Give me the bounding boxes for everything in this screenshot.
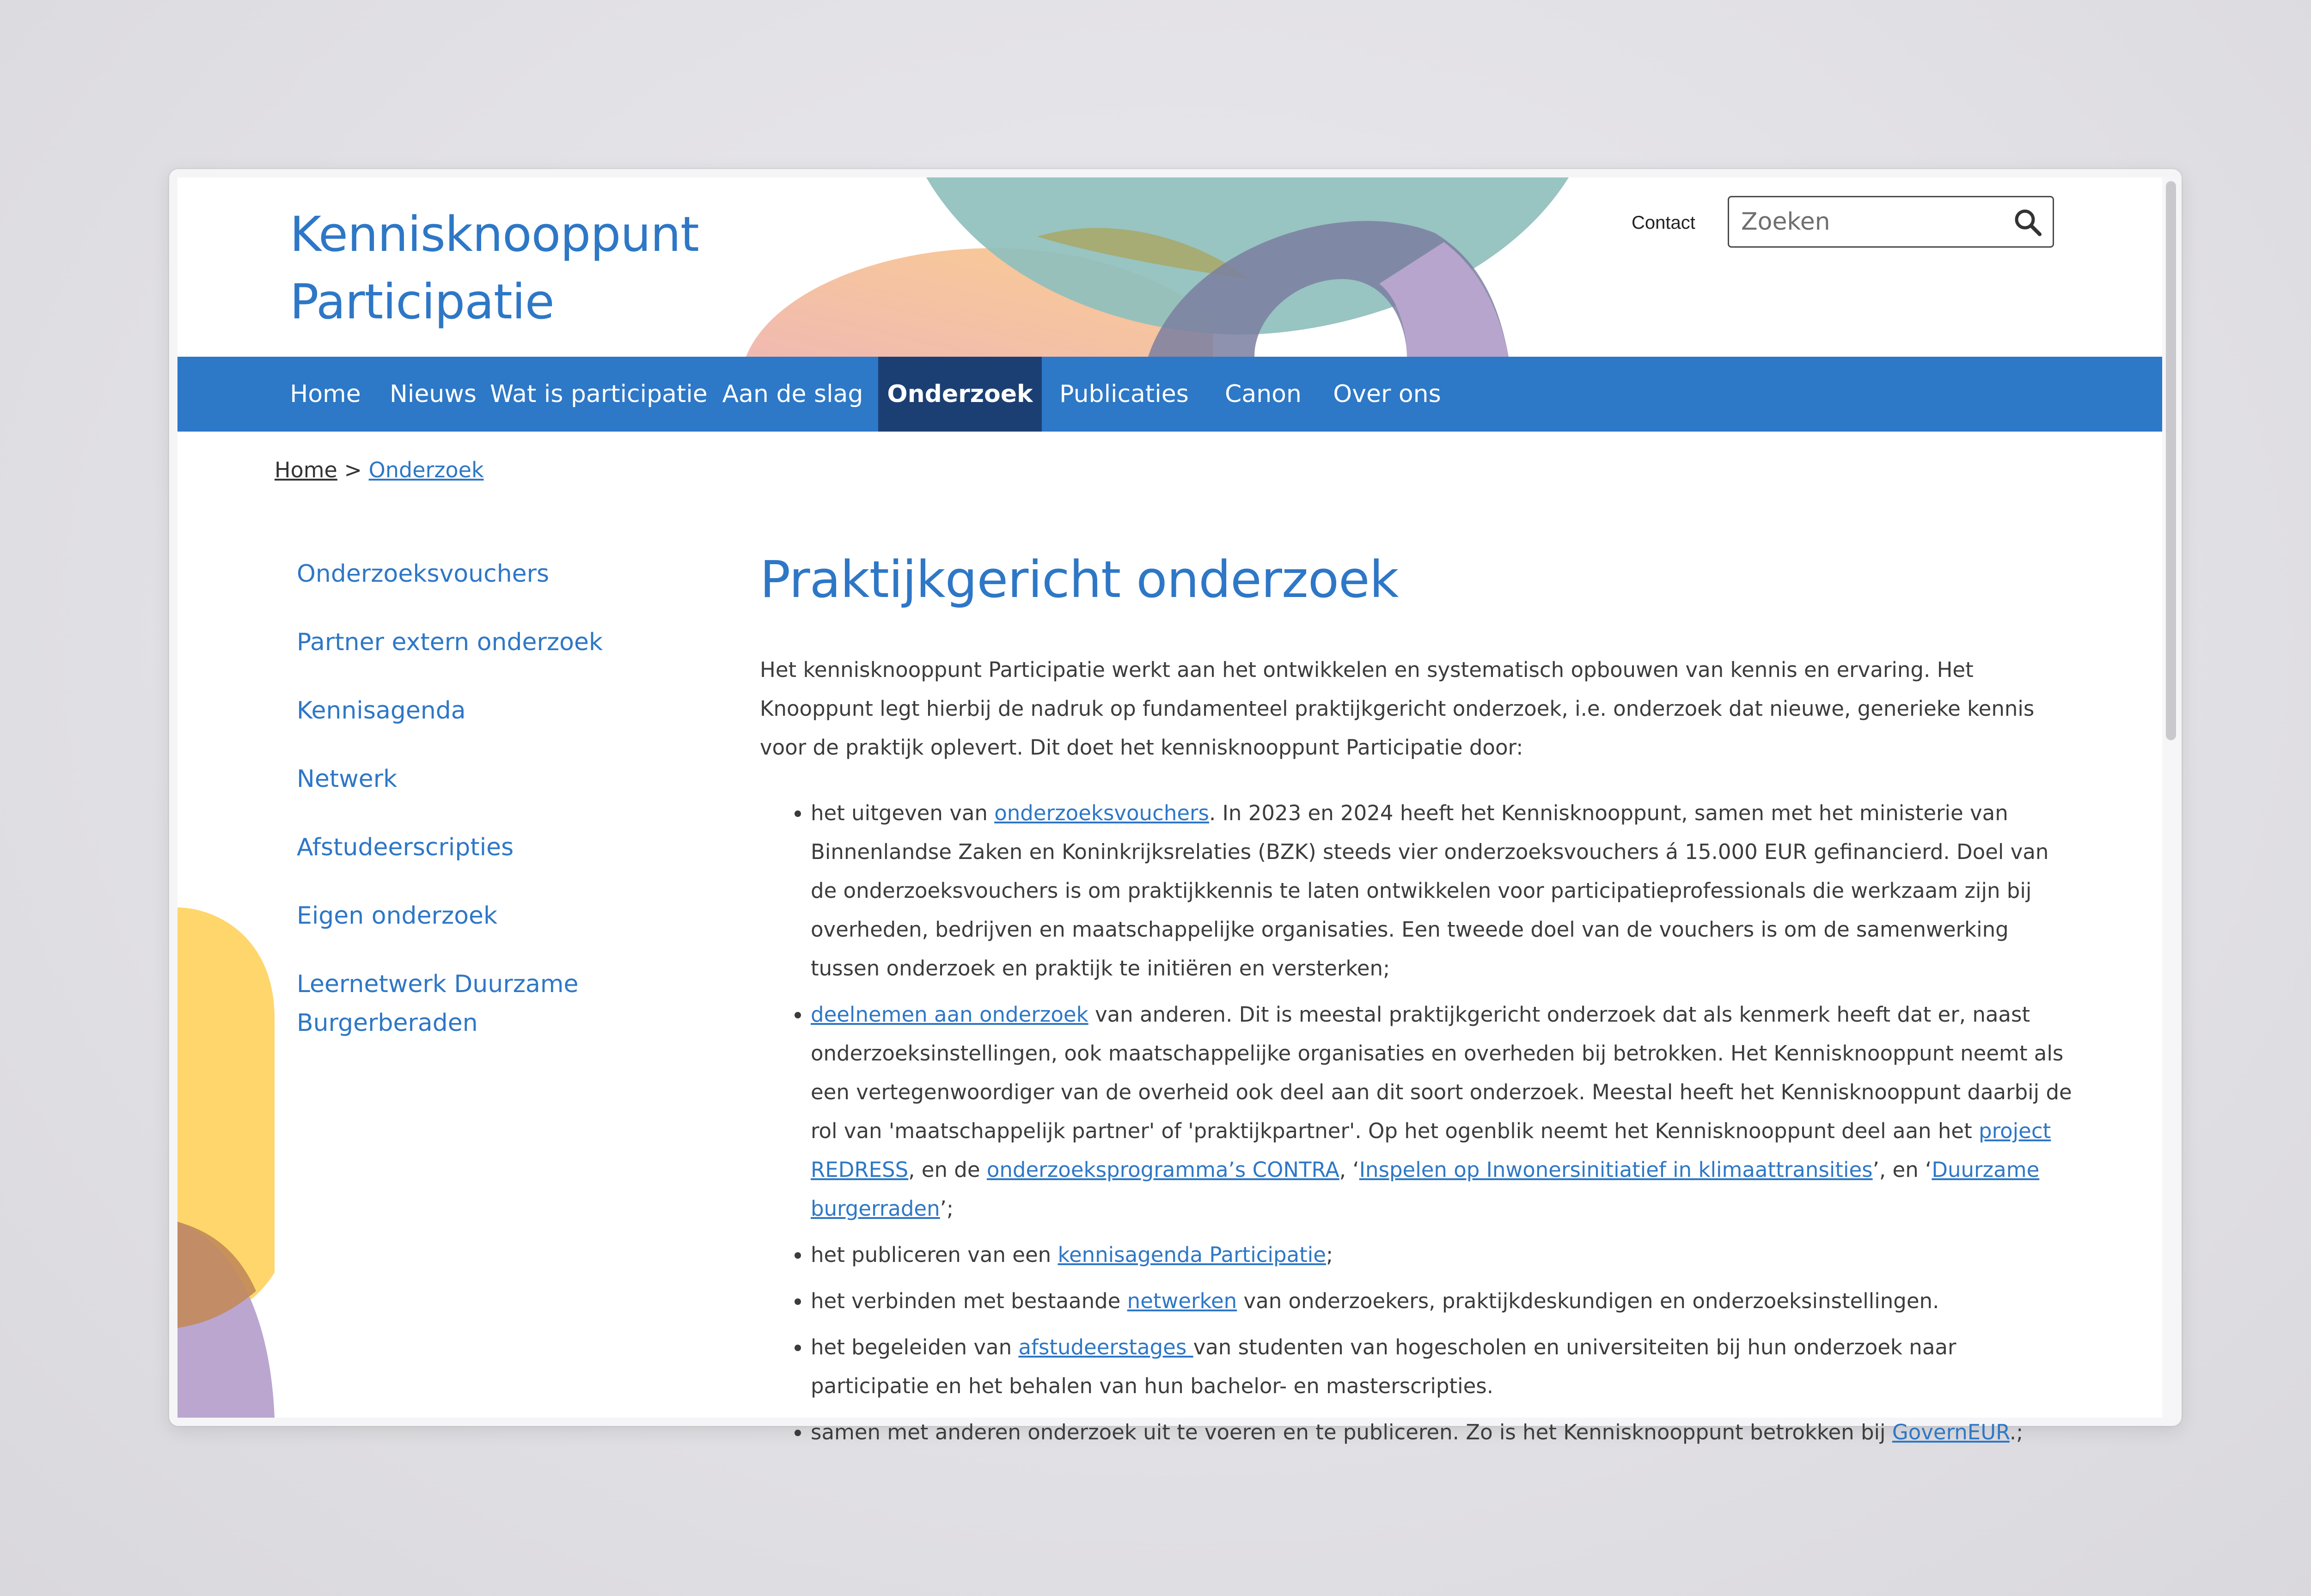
search-icon (2013, 207, 2042, 237)
list-item-text: het begeleiden van (811, 1335, 1019, 1359)
inspelen-op-inwonersinitiatief-link[interactable]: Inspelen op Inwonersinitiatief in klimaattransities (1359, 1157, 1873, 1182)
afstudeerstages-link[interactable]: afstudeerstages (1018, 1335, 1193, 1359)
list-item-text: van onderzoekers, praktijkdeskundigen en onderzoeksinstellingen. (1237, 1289, 1939, 1313)
list-item (811, 1328, 2073, 1406)
sidebar-item-label-line2: Burgerberaden (297, 1009, 478, 1037)
deco-brown-overlap (177, 1222, 256, 1328)
onderzoeksprogrammas-contra-link[interactable]: onderzoeksprogramma’s CONTRA (986, 1157, 1339, 1182)
sidebar-item-afstudeerscripties[interactable]: Afstudeerscripties (297, 834, 514, 861)
breadcrumb-home-link[interactable]: Home (275, 457, 337, 482)
nav-item-over-ons[interactable]: Over ons (1333, 380, 1441, 408)
search-input[interactable] (1741, 197, 2000, 246)
nav-item-aan-de-slag[interactable]: Aan de slag (722, 380, 863, 408)
duurzame-burgerraden-link[interactable]: Duurzame burgerraden (811, 1157, 2040, 1221)
page-title: Praktijkgericht onderzoek (760, 550, 1399, 609)
contact-link[interactable]: Contact (1632, 213, 1695, 233)
sidebar-item-onderzoeksvouchers[interactable]: Onderzoeksvouchers (297, 560, 550, 588)
sidebar-item-partner-extern-onderzoek[interactable]: Partner extern onderzoek (297, 628, 603, 656)
list-item-text: ’; (940, 1196, 954, 1221)
list-item (811, 995, 2073, 1228)
list-item-text: ; (1326, 1243, 1333, 1267)
browser-window (169, 169, 2182, 1444)
list-item-text: samen met anderen onderzoek uit te voeren en te publiceren. Zo is het Kennisknooppunt betrokken bij (811, 1420, 1892, 1444)
nav-item-onderzoek[interactable]: Onderzoek (878, 357, 1042, 432)
breadcrumb-separator: > (337, 457, 369, 482)
list-item-text: het uitgeven van (811, 801, 995, 825)
search-box (1728, 196, 2054, 248)
deelnemen-aan-onderzoek-link[interactable]: deelnemen aan onderzoek (811, 1002, 1088, 1027)
scrollbar-thumb[interactable] (2166, 181, 2176, 740)
search-button[interactable] (2013, 207, 2042, 237)
sidebar-item-kennisagenda[interactable]: Kennisagenda (297, 697, 466, 725)
governeur-link[interactable]: GovernEUR (1892, 1420, 2010, 1444)
nav-item-home[interactable]: Home (290, 380, 361, 408)
list-item (811, 1282, 2073, 1321)
netwerken-link[interactable]: netwerken (1127, 1289, 1237, 1313)
nav-item-canon[interactable]: Canon (1225, 380, 1302, 408)
sidebar-item-label-line1: Leernetwerk Duurzame (297, 970, 579, 998)
list-item-text: van anderen. Dit is meestal praktijkgericht onderzoek dat als kenmerk heeft dat er, naast onderzoeksinstellingen, ook maatschappelijke organisaties en overheden bij betrokken. Het Kennisknooppunt neemt als een vertegenwoordiger van de overheid ook deel aan dit soort onderzoek. Meestal heeft het Kennisknooppunt daarbij de rol van 'maatschappelijk partner' of 'praktijkpartner'. Op het ogenblik neemt het Kennisknooppunt deel aan het (811, 1002, 2072, 1143)
project-redress-link[interactable]: project REDRESS (811, 1119, 2051, 1182)
list-item-text: van studenten van hogescholen en universiteiten bij hun onderzoek naar participatie en het behalen van hun bachelor- en masterscripties. (811, 1335, 1956, 1398)
decorative-shapes-left (177, 908, 279, 1418)
list-item (811, 1236, 2073, 1274)
page-viewport[interactable] (177, 177, 2162, 1444)
nav-item-nieuws[interactable]: Nieuws (390, 380, 477, 408)
main-navigation (177, 357, 2162, 432)
list-item-text: het publiceren van een (811, 1243, 1058, 1267)
list-item-text: , ‘ (1339, 1157, 1359, 1182)
list-item (811, 1413, 2073, 1452)
sidebar-item-eigen-onderzoek[interactable]: Eigen onderzoek (297, 902, 498, 930)
site-logo[interactable]: Kennisknooppunt Participatie (290, 206, 699, 330)
breadcrumb (275, 457, 484, 482)
deco-lilac-shape (177, 1222, 275, 1418)
main-content (760, 547, 2073, 1459)
intro-paragraph: Het kennisknooppunt Participatie werkt aan het ontwikkelen en systematisch opbouwen van kennis en ervaring. Het Knooppunt legt hierbij de nadruk op fundamenteel praktijkgericht onderzoek, i.e. onderzoek dat nieuwe, generieke kennis voor de praktijk oplevert. Dit doet het kennisknooppunt Participatie door: (760, 658, 2035, 760)
list-item-text: .; (2009, 1420, 2024, 1444)
kennisagenda-participatie-link[interactable]: kennisagenda Participatie (1058, 1243, 1326, 1267)
breadcrumb-current-link[interactable]: Onderzoek (368, 457, 484, 482)
list-item (811, 794, 2073, 988)
activities-list (760, 794, 2073, 1452)
vertical-scrollbar[interactable] (2162, 177, 2179, 1418)
nav-item-publicaties[interactable]: Publicaties (1059, 380, 1189, 408)
sidebar-item-netwerk[interactable]: Netwerk (297, 765, 397, 793)
nav-item-wat-is-participatie[interactable]: Wat is participatie (490, 380, 708, 408)
list-item-text: het verbinden met bestaande (811, 1289, 1127, 1313)
list-item-text: ’, en ‘ (1872, 1157, 1932, 1182)
list-item-text: , en de (908, 1157, 987, 1182)
deco-yellow-shape (177, 908, 275, 1328)
sidebar-item-leernetwerk-duurzame-burgerberaden[interactable] (297, 965, 579, 1042)
onderzoeksvouchers-link[interactable]: onderzoeksvouchers (994, 801, 1209, 825)
list-item-text: . In 2023 en 2024 heeft het Kennisknooppunt, samen met het ministerie van Binnenlandse Zaken en Koninkrijksrelaties (BZK) steeds vier onderzoeksvouchers á 15.000 EUR gefinancierd. Doel van de onderzoeksvouchers is om praktijkkennis te laten ontwikkelen voor participatieprofessionals die werkzaam zijn bij overheden, bedrijven en maatschappelijke organisaties. Een tweede doel van de vouchers is om de samenwerking tussen onderzoek en praktijk te initiëren en versterken; (811, 801, 2049, 981)
